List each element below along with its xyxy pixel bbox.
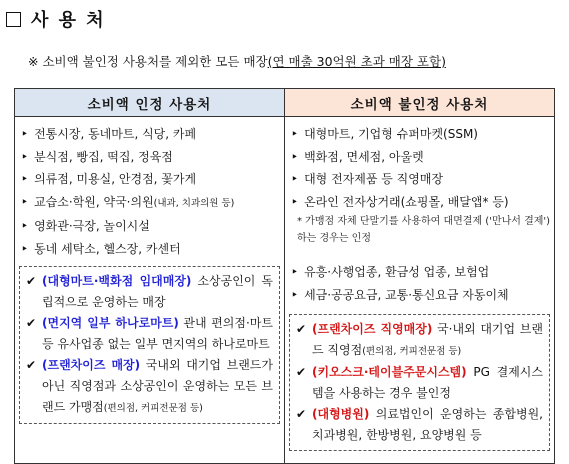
left-list [15,117,284,260]
section-title-text: 사 용 처 [31,10,106,31]
left-column [15,117,285,464]
list-item: ‣ 대형 전자제품 등 직영매장 [291,168,546,191]
list-item: ‣ 백화점, 면세점, 아울렛 [291,146,546,169]
right-column [285,117,555,464]
check-item: ✔ (대형병원) 의료법인이 운영하는 종합병원, 치과병원, 한방병원, 요양병원 등 [296,404,543,446]
check-item: ✔ (대형마트·백화점 임대매장) 소상공인이 독립적으로 운영하는 매장 [26,271,273,313]
checkbox-square-icon [6,12,21,27]
usage-table [14,88,555,464]
section-title [6,6,106,32]
check-item: ✔ (프랜차이즈 매장) 국내외 대기업 브랜드가 아닌 직영점과 소상공인이 운영하는 모든 브랜드 가맹점(편의점, 커피전문점 등) [26,355,273,419]
right-exceptions-box [289,314,550,451]
right-list [285,117,554,213]
star-note: * 가맹점 자체 단말기를 사용하여 대면결제 ('만나서 결제')하는 경우는 인정 [297,216,551,244]
list-item: ‣ 유흥·사행업종, 환금성 업종, 보험업 [291,261,546,284]
list-item: ‣ 동네 세탁소, 헬스장, 카센터 [21,238,276,261]
right-list-2 [285,261,554,306]
list-item: ‣ 대형마트, 기업형 슈퍼마켓(SSM) [291,123,546,146]
list-item: ‣ 교습소·학원, 약국·의원(내과, 치과의원 등) [21,191,276,216]
note-underlined: (연 매출 30억원 초과 매장 포함) [267,54,446,69]
check-item: ✔ (프랜차이즈 직영매장) 국·내외 대기업 브랜드 직영점(편의점, 커피전문점 등) [296,319,543,362]
list-item: ‣ 영화관·극장, 놀이시설 [21,215,276,238]
right-header: 소비액 불인정 사용처 [285,89,555,117]
left-exceptions-box [19,266,280,424]
check-item: ✔ (면지역 일부 하나로마트) 관내 편의점·마트 등 유사업종 없는 일부 면지역의 하나로마트 [26,313,273,355]
list-item: ‣ 세금·공공요금, 교통·통신요금 자동이체 [291,284,546,307]
list-item: ‣ 온라인 전자상거래(쇼핑몰, 배달앱* 등) [291,191,546,214]
note [28,52,446,70]
check-item: ✔ (키오스크·테이블주문시스템) PG 결제시스템을 사용하는 경우 불인정 [296,362,543,404]
list-item: ‣ 전통시장, 동네마트, 식당, 카페 [21,123,276,146]
list-item: ‣ 분식점, 빵집, 떡집, 정육점 [21,146,276,169]
note-prefix: ※ 소비액 불인정 사용처를 제외한 모든 매장 [28,54,268,69]
left-header: 소비액 인정 사용처 [15,89,285,117]
list-item: ‣ 의류점, 미용실, 안경점, 꽃가게 [21,168,276,191]
